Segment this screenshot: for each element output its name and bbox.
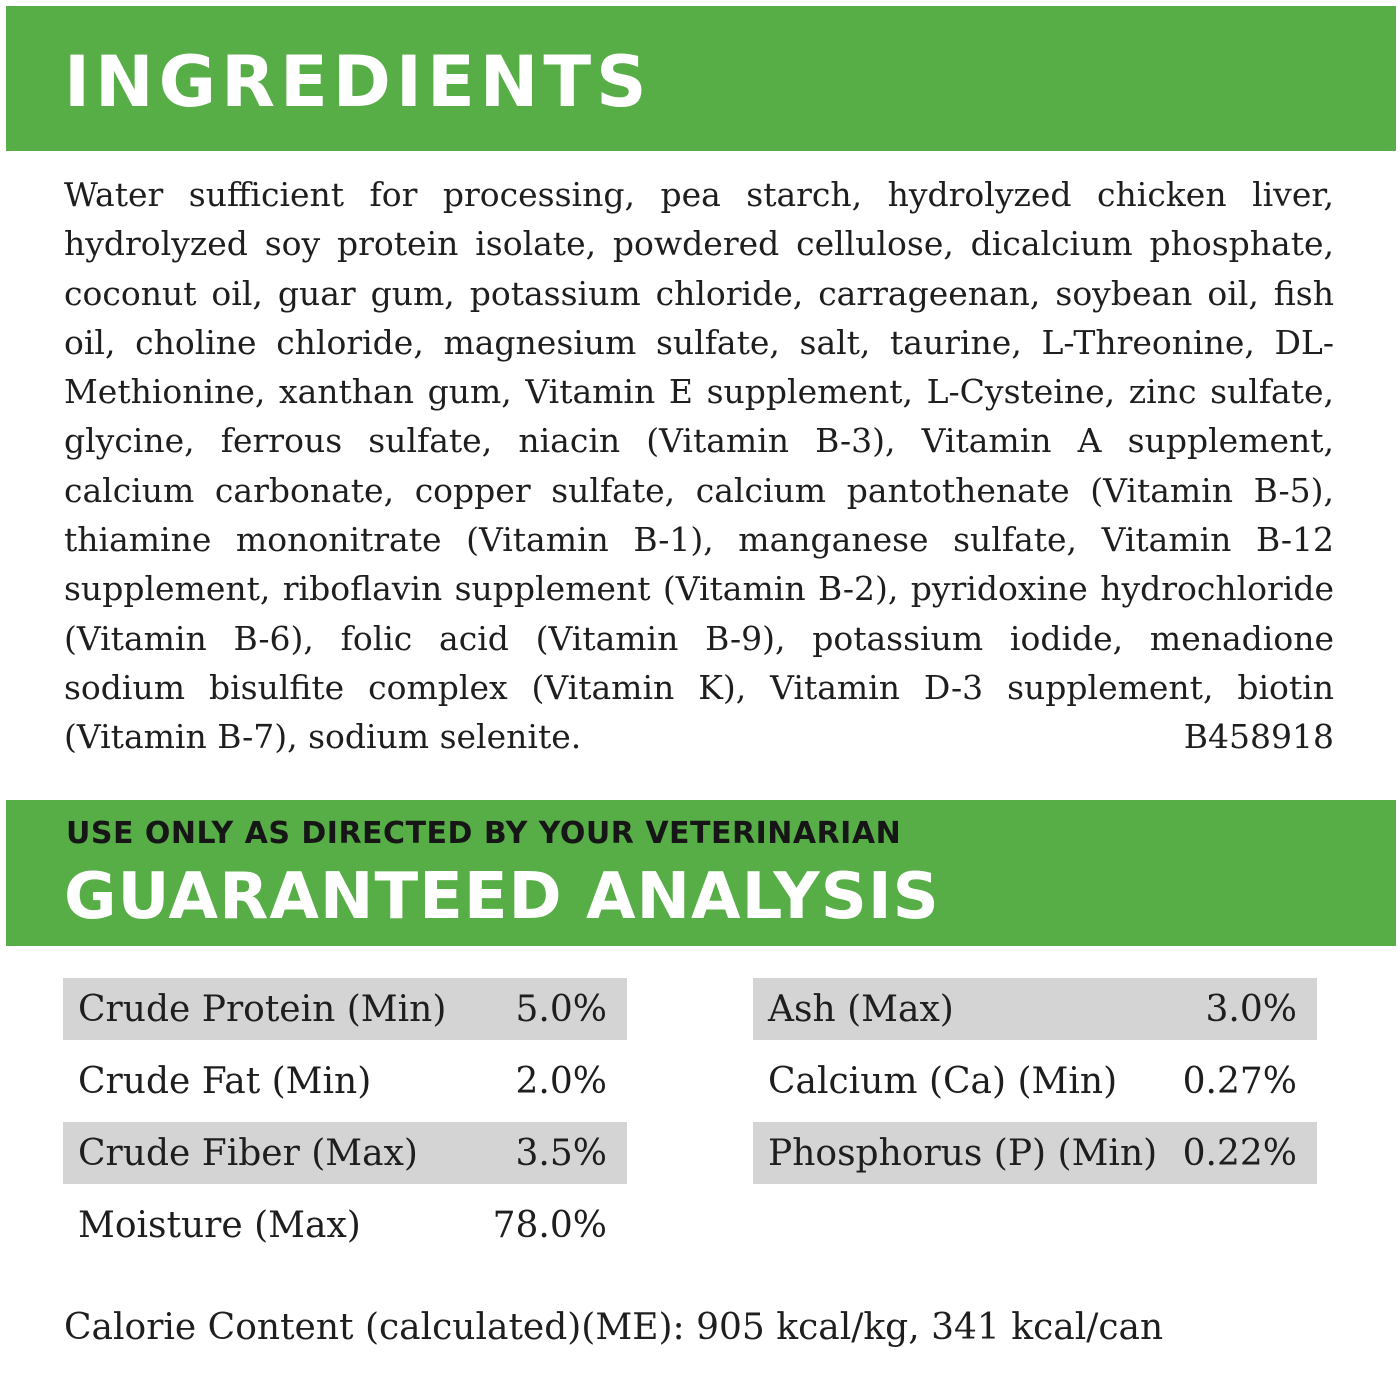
table-row [63,978,627,1040]
ingredients-heading: INGREDIENTS [64,41,652,123]
nutrient-label: Phosphorus (P) (Min) [768,1132,1158,1174]
analysis-table-right [753,978,1317,1194]
table-row [753,978,1317,1040]
nutrient-value: 0.22% [1182,1132,1297,1174]
table-row [753,1122,1317,1184]
nutrient-label: Moisture (Max) [78,1204,361,1246]
nutrient-label: Ash (Max) [768,988,954,1030]
table-row [63,1050,627,1112]
calorie-content: Calorie Content (calculated)(ME): 905 kcal/kg, 341 kcal/can [64,1307,1164,1348]
veterinarian-notice: USE ONLY AS DIRECTED BY YOUR VETERINARIAN [66,816,902,851]
nutrient-value: 2.0% [515,1060,607,1102]
nutrient-value: 3.5% [515,1132,607,1174]
ingredients-banner [6,6,1396,151]
nutrient-value: 5.0% [515,988,607,1030]
nutrient-label: Crude Protein (Min) [78,988,447,1030]
analysis-table-left [63,978,627,1266]
nutrient-value: 3.0% [1205,988,1297,1030]
table-row [63,1122,627,1184]
table-row [63,1194,627,1256]
nutrient-label: Calcium (Ca) (Min) [768,1060,1118,1102]
nutrient-value: 78.0% [492,1204,607,1246]
nutrient-value: 0.27% [1182,1060,1297,1102]
ingredients-list: Water sufficient for processing, pea starch, hydrolyzed chicken liver, hydrolyzed soy protein isolate, powdered cellulose, dicalcium phosphate, coconut oil, guar gum, potassium chloride, carrageenan, soybean oil, fish oil, choline chloride, magnesium sulfate, salt, taurine, L-Threonine, DL-Methionine, xanthan gum, Vitamin E supplement, L-Cysteine, zinc sulfate, glycine, ferrous sulfate, niacin (Vitamin B-3), Vitamin A supplement, calcium carbonate, copper sulfate, calcium pantothenate (Vitamin B-5), thiamine mononitrate (Vitamin B-1), manganese sulfate, Vitamin B-12 supplement, riboflavin supplement (Vitamin B-2), pyridoxine hydrochloride (Vitamin B-6), folic acid (Vitamin B-9), potassium iodide, menadione sodium bisulfite complex (Vitamin K), Vitamin D-3 supplement, biotin (Vitamin B-7), sodium selenite. [64,175,1334,757]
table-row [753,1050,1317,1112]
lot-code: B458918 [1183,717,1334,756]
analysis-banner [6,800,1396,946]
nutrient-label: Crude Fat (Min) [78,1060,372,1102]
guaranteed-analysis-heading: GUARANTEED ANALYSIS [64,860,940,934]
nutrient-label: Crude Fiber (Max) [78,1132,418,1174]
